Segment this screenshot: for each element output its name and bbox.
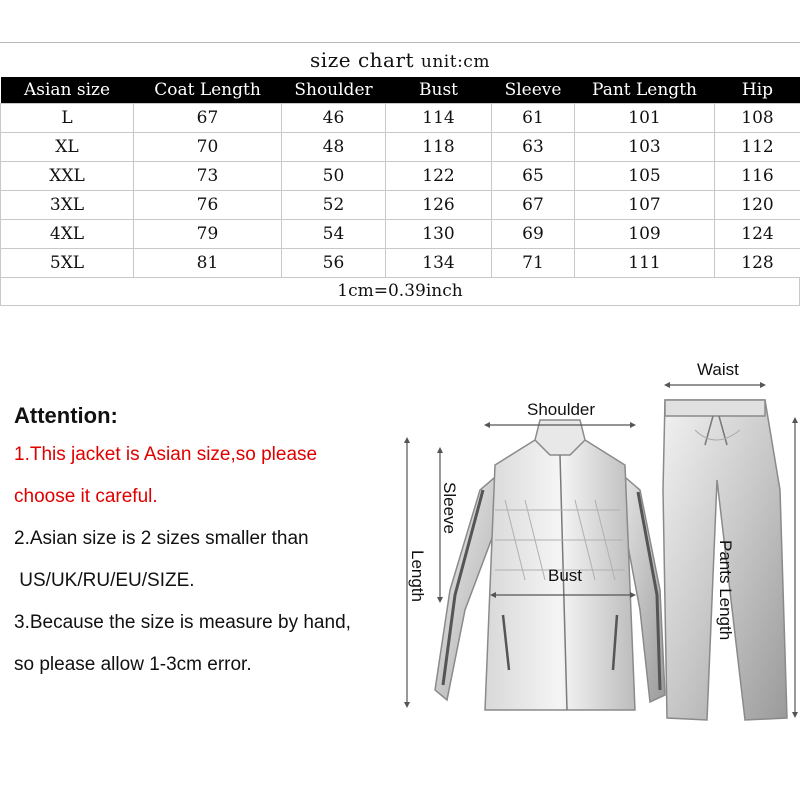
note-line: 2.Asian size is 2 sizes smaller than (14, 528, 309, 549)
cell-coat-length: 70 (134, 133, 282, 162)
attention-title: Attention: (14, 403, 118, 428)
shoulder-label: Shoulder (527, 400, 596, 419)
cell-coat-length: 73 (134, 162, 282, 191)
header-sleeve: Sleeve (492, 77, 575, 104)
unit-conversion-note: 1cm=0.39inch (0, 278, 800, 306)
header-hip: Hip (715, 77, 800, 104)
cell-pant-length: 103 (575, 133, 715, 162)
cell-shoulder: 50 (282, 162, 386, 191)
cell-bust: 118 (386, 133, 492, 162)
cell-coat-length: 79 (134, 220, 282, 249)
attention-notes (14, 398, 414, 686)
cell-shoulder: 52 (282, 191, 386, 220)
cell-sleeve: 69 (492, 220, 575, 249)
cell-sleeve: 71 (492, 249, 575, 278)
cell-bust: 114 (386, 104, 492, 133)
cell-shoulder: 54 (282, 220, 386, 249)
cell-bust: 130 (386, 220, 492, 249)
pants-length-label: Pants Length (716, 540, 735, 641)
length-label: Length (408, 550, 427, 602)
cell-pant-length: 101 (575, 104, 715, 133)
size-chart (0, 42, 800, 306)
note-line: US/UK/RU/EU/SIZE. (14, 570, 195, 591)
cell-pant-length: 105 (575, 162, 715, 191)
table-row (1, 191, 800, 220)
cell-size: XXL (1, 162, 134, 191)
cell-coat-length: 67 (134, 104, 282, 133)
cell-hip: 116 (715, 162, 800, 191)
size-table (0, 77, 800, 278)
table-row (1, 162, 800, 191)
cell-bust: 126 (386, 191, 492, 220)
cell-hip: 108 (715, 104, 800, 133)
cell-pant-length: 107 (575, 191, 715, 220)
waist-label: Waist (697, 360, 739, 379)
tracksuit-drawing (395, 340, 800, 800)
table-row (1, 104, 800, 133)
cell-size: 5XL (1, 249, 134, 278)
cell-hip: 124 (715, 220, 800, 249)
cell-coat-length: 76 (134, 191, 282, 220)
chart-title (0, 42, 800, 77)
tracksuit-measurement-diagram (395, 340, 800, 800)
chart-unit: unit:cm (420, 52, 490, 72)
jacket-shape (435, 420, 665, 710)
header-coat-length: Coat Length (134, 77, 282, 104)
cell-shoulder: 48 (282, 133, 386, 162)
note-line: 3.Because the size is measure by hand, (14, 612, 351, 633)
cell-size: 3XL (1, 191, 134, 220)
header-shoulder: Shoulder (282, 77, 386, 104)
cell-bust: 122 (386, 162, 492, 191)
cell-shoulder: 46 (282, 104, 386, 133)
note-line: choose it careful. (14, 486, 158, 507)
table-row (1, 249, 800, 278)
cell-hip: 128 (715, 249, 800, 278)
header-asian-size: Asian size (1, 77, 134, 104)
table-row (1, 220, 800, 249)
cell-pant-length: 109 (575, 220, 715, 249)
cell-sleeve: 67 (492, 191, 575, 220)
cell-size: 4XL (1, 220, 134, 249)
cell-sleeve: 65 (492, 162, 575, 191)
cell-hip: 120 (715, 191, 800, 220)
header-bust: Bust (386, 77, 492, 104)
cell-sleeve: 63 (492, 133, 575, 162)
cell-shoulder: 56 (282, 249, 386, 278)
table-header-row (1, 77, 800, 104)
bust-label: Bust (548, 566, 583, 585)
cell-size: L (1, 104, 134, 133)
sleeve-label: Sleeve (440, 482, 459, 534)
cell-pant-length: 111 (575, 249, 715, 278)
chart-title-text: size chart (310, 48, 415, 72)
header-pant-length: Pant Length (575, 77, 715, 104)
table-row (1, 133, 800, 162)
note-line: so please allow 1-3cm error. (14, 654, 252, 675)
cell-size: XL (1, 133, 134, 162)
cell-bust: 134 (386, 249, 492, 278)
cell-sleeve: 61 (492, 104, 575, 133)
note-line: 1.This jacket is Asian size,so please (14, 444, 318, 465)
cell-coat-length: 81 (134, 249, 282, 278)
cell-hip: 112 (715, 133, 800, 162)
